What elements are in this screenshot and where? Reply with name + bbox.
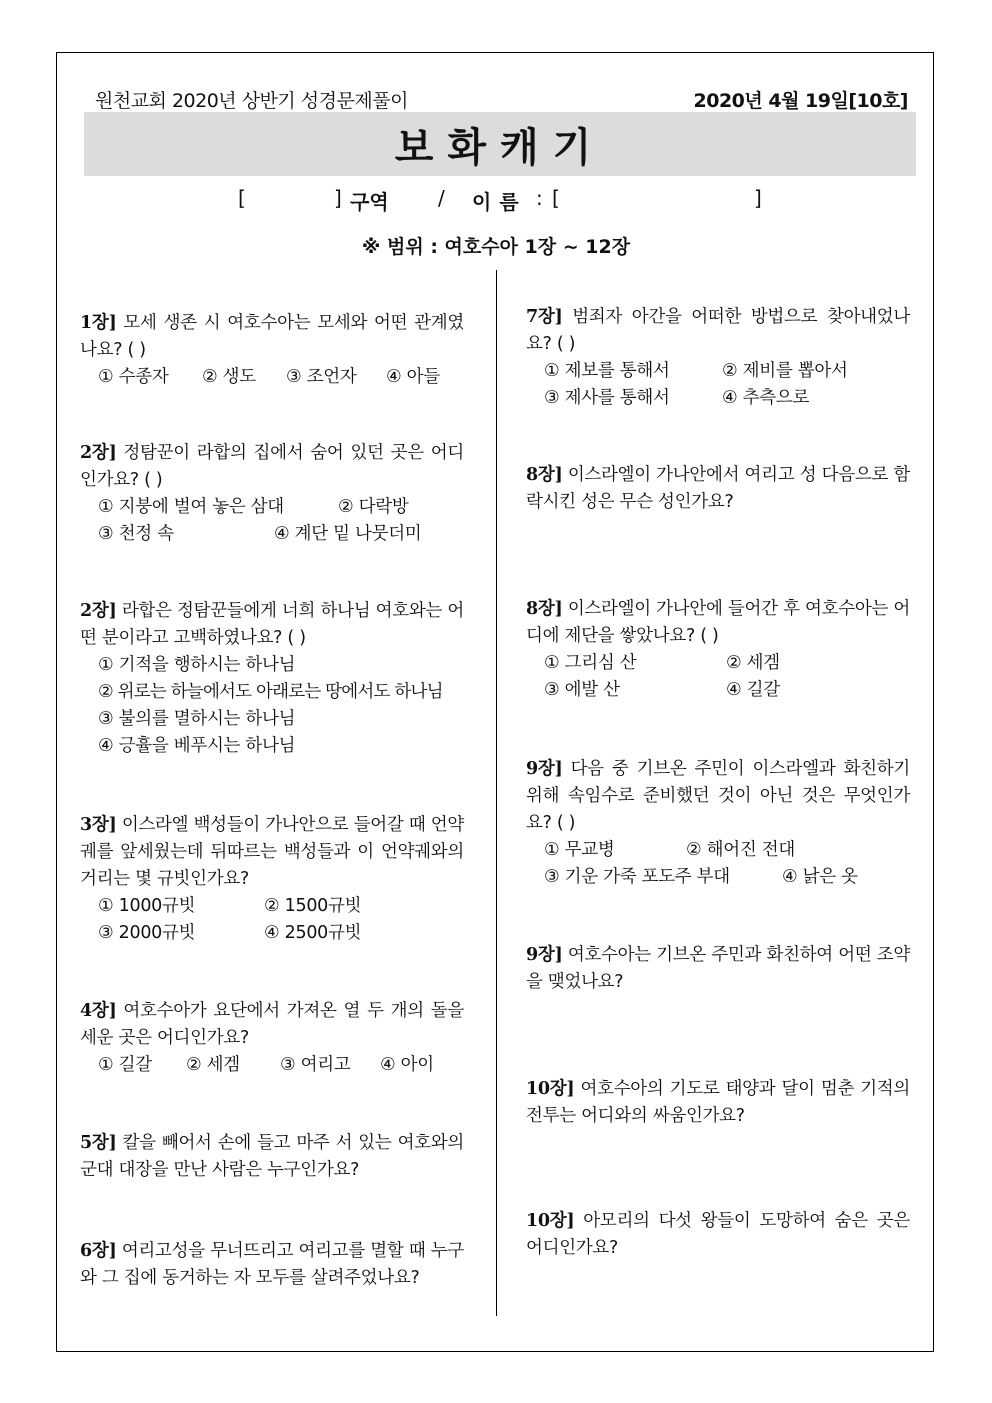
area-bracket-close: ] [334, 186, 342, 210]
options-row [80, 364, 464, 391]
option: ① 지붕에 벌여 놓은 삼대 [98, 497, 284, 517]
options-row [526, 864, 910, 891]
option: ④ 2500규빗 [264, 923, 362, 943]
chapter-label: 8장] [526, 465, 563, 485]
option: ② 위로는 하늘에서도 아래로는 땅에서도 하나님 [98, 682, 443, 702]
option: ④ 긍휼을 베푸시는 하나님 [98, 736, 296, 756]
name-bracket-close: ] [754, 186, 762, 210]
option: ② 해어진 전대 [686, 840, 795, 860]
chapter-label: 3장] [80, 815, 117, 835]
options-row [80, 494, 464, 521]
options-row [526, 385, 910, 412]
question-text: 4장] 여호수아가 요단에서 가져온 열 두 개의 돌을 세운 곳은 어디인가요? [80, 1001, 464, 1048]
area-label: 구역 [350, 190, 389, 214]
option: ① 수종자 [98, 367, 169, 387]
question-10 [526, 596, 910, 704]
question-3 [80, 598, 464, 760]
options-row [80, 1052, 464, 1079]
question-4 [80, 812, 464, 947]
question-text: 10장] 아모리의 다섯 왕들이 도망하여 숨은 곳은 어디인가요? [526, 1211, 910, 1258]
question-2 [80, 440, 464, 548]
options-row [80, 521, 464, 548]
question-text: 6장] 여리고성을 무너뜨리고 여리고를 멸할 때 누구와 그 집에 동거하는 자 모두를 살려주었나요? [80, 1241, 464, 1288]
options-row [80, 893, 464, 920]
options-row [526, 358, 910, 385]
question-text: 8장] 이스라엘이 가나안에서 여리고 성 다음으로 함락시킨 성은 무슨 성인가요? [526, 465, 910, 512]
option: ③ 에발 산 [544, 680, 620, 700]
option: ④ 추측으로 [722, 388, 810, 408]
chapter-label: 6장] [80, 1241, 117, 1261]
option: ① 길갈 [98, 1055, 152, 1075]
option: ② 제비를 뽑아서 [722, 361, 848, 381]
question-text: 10장] 여호수아의 기도로 태양과 달이 멈춘 기적의 전투는 어디와의 싸움인가요? [526, 1079, 911, 1126]
option: ② 생도 [202, 367, 256, 387]
option: ③ 불의를 멸하시는 하나님 [98, 709, 296, 729]
option: ④ 낡은 옷 [782, 867, 858, 887]
question-text: 2장] 정탐꾼이 라합의 집에서 숨어 있던 곳은 어디인가요? ( ) [80, 443, 464, 490]
question-7 [80, 1238, 464, 1292]
question-12 [526, 942, 910, 996]
question-5 [80, 998, 464, 1079]
name-label: 이름 [472, 190, 527, 214]
date-issue: 2020년 4월 19일[10호] [693, 90, 908, 112]
question-text: 1장] 모세 생존 시 여호수아는 모세와 어떤 관계였나요? ( ) [80, 313, 464, 360]
option: ① 무교병 [544, 840, 615, 860]
option: ① 1000규빗 [98, 896, 196, 916]
scope-range: ※ 범위 : 여호수아 1장 ~ 12장 [361, 236, 631, 258]
option: ③ 조언자 [286, 367, 357, 387]
chapter-label: 8장] [526, 599, 563, 619]
page-title: 보화캐기 [394, 124, 606, 171]
chapter-label: 1장] [80, 313, 117, 333]
question-text: 5장] 칼을 빼어서 손에 들고 마주 서 있는 여호와의 군대 대장을 만난 사람은 누구인가요? [80, 1133, 465, 1180]
church-header: 원천교회 2020년 상반기 성경문제풀이 [95, 90, 408, 112]
question-1 [80, 310, 464, 391]
option: ① 그리심 산 [544, 653, 637, 673]
chapter-label: 2장] [80, 443, 117, 463]
options-row [526, 837, 910, 864]
name-line [238, 186, 798, 214]
question-14 [526, 1208, 910, 1262]
options-row [80, 920, 464, 947]
option: ② 세겜 [186, 1055, 240, 1075]
name-colon: : [536, 186, 543, 210]
option: ② 세겜 [726, 653, 780, 673]
option: ④ 아이 [380, 1055, 434, 1075]
question-8 [526, 304, 910, 412]
option: ④ 아들 [386, 367, 440, 387]
question-9 [526, 462, 910, 516]
question-13 [526, 1076, 910, 1130]
chapter-label: 5장] [80, 1133, 117, 1153]
question-text: 7장] 범죄자 아간을 어떠한 방법으로 찾아내었나요? ( ) [526, 307, 910, 354]
option: ① 제보를 통해서 [544, 361, 670, 381]
option: ① 기적을 행하시는 하나님 [98, 655, 296, 675]
question-text: 8장] 이스라엘이 가나안에 들어간 후 여호수아는 어디에 제단을 쌓았나요? ( ) [526, 599, 910, 646]
chapter-label: 2장] [80, 601, 117, 621]
question-text: 2장] 라합은 정탐꾼들에게 너희 하나님 여호와는 어떤 분이라고 고백하였나요? ( ) [80, 601, 464, 648]
question-11 [526, 756, 910, 891]
question-text: 9장] 여호수아는 기브온 주민과 화친하여 어떤 조약을 맺었나요? [526, 945, 910, 992]
option: ③ 여리고 [280, 1055, 351, 1075]
chapter-label: 7장] [526, 307, 563, 327]
separator-slash: / [438, 186, 445, 210]
option: ③ 2000규빗 [98, 923, 196, 943]
question-6 [80, 1130, 464, 1184]
chapter-label: 4장] [80, 1001, 117, 1021]
question-text: 3장] 이스라엘 백성들이 가나안으로 들어갈 때 언약궤를 앞세웠는데 뒤따르는 백성들과 이 언약궤와의 거리는 몇 규빗인가요? [80, 815, 464, 889]
column-divider [496, 270, 497, 1316]
option: ③ 천정 속 [98, 524, 174, 544]
chapter-label: 10장] [526, 1211, 575, 1231]
option: ④ 길갈 [726, 680, 780, 700]
options-row [526, 677, 910, 704]
area-bracket-open: [ [238, 186, 246, 210]
title-bar [84, 112, 916, 176]
option: ④ 계단 밑 나뭇더미 [274, 524, 422, 544]
chapter-label: 9장] [526, 759, 563, 779]
option: ② 다락방 [338, 497, 409, 517]
chapter-label: 10장] [526, 1079, 575, 1099]
option: ② 1500규빗 [264, 896, 362, 916]
question-text: 9장] 다음 중 기브온 주민이 이스라엘과 화친하기 위해 속임수로 준비했던 것이 아닌 것은 무엇인가요? ( ) [526, 759, 910, 833]
options-row [526, 650, 910, 677]
option: ③ 제사를 통해서 [544, 388, 670, 408]
name-bracket-open: [ [552, 186, 560, 210]
option: ③ 기운 가죽 포도주 부대 [544, 867, 730, 887]
chapter-label: 9장] [526, 945, 563, 965]
